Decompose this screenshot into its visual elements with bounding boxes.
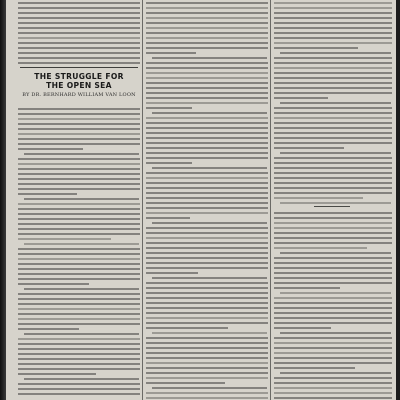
text-line — [146, 37, 268, 39]
text-line — [146, 7, 268, 9]
text-line — [18, 143, 140, 145]
column-1 — [18, 0, 140, 400]
text-line — [146, 282, 268, 284]
text-line — [18, 358, 140, 360]
text-line — [146, 367, 268, 369]
text-line — [146, 312, 268, 314]
text-line — [146, 347, 268, 349]
text-line — [146, 107, 192, 109]
text-line — [18, 17, 140, 19]
text-line — [18, 2, 140, 4]
text-line — [274, 342, 392, 344]
column-rule-1 — [142, 0, 143, 400]
text-line — [146, 17, 268, 19]
text-line — [18, 178, 140, 180]
text-line — [18, 47, 140, 49]
text-line — [146, 262, 268, 264]
text-line — [280, 52, 391, 54]
text-line — [274, 337, 392, 339]
text-line — [146, 377, 268, 379]
text-line — [18, 353, 140, 355]
text-line — [18, 173, 140, 175]
text-line — [146, 12, 268, 14]
text-line — [274, 67, 392, 69]
column-3-top-text — [274, 2, 392, 207]
section-divider-dash — [314, 206, 350, 207]
text-line — [152, 57, 267, 59]
column-2 — [146, 0, 268, 400]
text-line — [146, 287, 268, 289]
text-line — [18, 228, 140, 230]
text-line — [274, 117, 392, 119]
text-line — [146, 382, 225, 384]
text-line — [274, 387, 392, 389]
text-line — [274, 272, 392, 274]
text-line — [274, 257, 392, 259]
text-line — [18, 42, 140, 44]
text-line — [18, 57, 140, 59]
text-line — [274, 307, 392, 309]
text-line — [18, 298, 140, 300]
text-line — [18, 213, 140, 215]
text-line — [274, 17, 392, 19]
headline-line-2: THE OPEN SEA — [46, 81, 112, 90]
text-line — [18, 108, 140, 110]
text-line — [24, 153, 139, 155]
text-line — [274, 92, 392, 94]
text-line — [274, 77, 392, 79]
text-line — [274, 357, 392, 359]
text-line — [18, 278, 140, 280]
text-line — [274, 182, 392, 184]
text-line — [274, 167, 392, 169]
text-line — [18, 238, 111, 240]
text-line — [18, 223, 140, 225]
text-line — [274, 212, 392, 214]
text-line — [18, 233, 140, 235]
text-line — [274, 187, 392, 189]
text-line — [146, 237, 268, 239]
text-line — [274, 47, 358, 49]
text-line — [24, 198, 139, 200]
text-line — [146, 297, 268, 299]
text-line — [18, 388, 140, 390]
text-line — [18, 368, 140, 370]
text-line — [146, 302, 268, 304]
text-line — [18, 293, 140, 295]
text-line — [274, 7, 392, 9]
text-line — [274, 157, 392, 159]
text-line — [274, 287, 340, 289]
text-line — [146, 342, 268, 344]
text-line — [18, 208, 140, 210]
text-line — [146, 202, 268, 204]
text-line — [152, 112, 267, 114]
text-line — [18, 193, 77, 195]
text-line — [146, 187, 268, 189]
text-line — [146, 137, 268, 139]
text-line — [146, 102, 268, 104]
text-line — [146, 147, 268, 149]
text-line — [18, 163, 140, 165]
text-line — [146, 227, 268, 229]
text-line — [146, 172, 268, 174]
text-line — [18, 283, 89, 285]
text-line — [274, 247, 367, 249]
text-line — [274, 57, 392, 59]
text-line — [24, 243, 139, 245]
text-line — [18, 308, 140, 310]
text-line — [274, 72, 392, 74]
text-line — [152, 332, 267, 334]
text-line — [152, 222, 267, 224]
text-line — [146, 157, 268, 159]
text-line — [18, 268, 140, 270]
text-line — [146, 327, 228, 329]
text-line — [18, 32, 140, 34]
text-line — [18, 158, 140, 160]
text-line — [18, 138, 140, 140]
text-line — [280, 292, 391, 294]
text-line — [274, 27, 392, 29]
text-line — [274, 147, 344, 149]
section-divider — [20, 67, 138, 68]
text-line — [274, 352, 392, 354]
text-line — [274, 327, 331, 329]
text-line — [18, 27, 140, 29]
text-line — [18, 22, 140, 24]
text-line — [146, 197, 268, 199]
column-3 — [274, 0, 392, 400]
text-line — [152, 387, 267, 389]
text-line — [146, 162, 192, 164]
text-line — [146, 117, 268, 119]
text-line — [274, 122, 392, 124]
text-line — [18, 62, 140, 64]
text-line — [18, 52, 140, 54]
text-line — [146, 42, 268, 44]
text-line — [146, 247, 268, 249]
text-line — [146, 257, 268, 259]
text-line — [18, 263, 140, 265]
text-line — [146, 62, 268, 64]
text-line — [274, 297, 392, 299]
text-line — [274, 217, 392, 219]
text-line — [18, 303, 140, 305]
text-line — [18, 338, 140, 340]
text-line — [146, 362, 268, 364]
text-line — [274, 237, 392, 239]
text-line — [146, 252, 268, 254]
text-line — [18, 343, 140, 345]
text-line — [146, 152, 268, 154]
text-line — [274, 192, 392, 194]
text-line — [146, 72, 268, 74]
text-line — [274, 302, 392, 304]
text-line — [274, 242, 392, 244]
text-line — [18, 133, 140, 135]
text-line — [18, 188, 140, 190]
text-line — [280, 102, 391, 104]
text-line — [280, 252, 391, 254]
text-line — [146, 127, 268, 129]
text-line — [18, 253, 140, 255]
text-line — [274, 282, 392, 284]
text-line — [146, 32, 268, 34]
text-line — [146, 397, 268, 399]
text-line — [274, 227, 392, 229]
text-line — [274, 317, 392, 319]
text-line — [280, 332, 391, 334]
text-line — [18, 113, 140, 115]
text-line — [18, 123, 140, 125]
text-line — [274, 347, 392, 349]
text-line — [146, 267, 268, 269]
text-line — [274, 12, 392, 14]
text-line — [274, 87, 392, 89]
text-line — [274, 322, 392, 324]
text-line — [280, 202, 391, 204]
text-line — [274, 62, 392, 64]
column-2-text — [146, 2, 268, 400]
text-line — [152, 277, 267, 279]
text-line — [146, 77, 268, 79]
text-line — [274, 132, 392, 134]
text-line — [274, 177, 392, 179]
text-line — [274, 362, 392, 364]
text-line — [274, 392, 392, 394]
text-line — [24, 378, 139, 380]
text-line — [146, 307, 268, 309]
text-line — [18, 183, 140, 185]
text-line — [146, 217, 190, 219]
text-line — [18, 248, 140, 250]
text-line — [146, 392, 268, 394]
text-line — [274, 312, 392, 314]
text-line — [274, 232, 392, 234]
text-line — [146, 242, 268, 244]
text-line — [18, 273, 140, 275]
text-line — [18, 128, 140, 130]
text-line — [146, 2, 268, 4]
text-line — [146, 207, 268, 209]
text-line — [274, 277, 392, 279]
text-line — [146, 322, 268, 324]
text-line — [18, 348, 140, 350]
text-line — [18, 393, 140, 395]
column-3-bottom-text — [274, 212, 392, 400]
text-line — [146, 67, 268, 69]
text-line — [274, 222, 392, 224]
text-line — [274, 137, 392, 139]
text-line — [18, 168, 140, 170]
article-header — [18, 72, 140, 99]
text-line — [146, 92, 268, 94]
text-line — [280, 372, 391, 374]
text-line — [18, 7, 140, 9]
text-line — [18, 383, 140, 385]
text-line — [274, 112, 392, 114]
column-1-top-text — [18, 2, 140, 67]
headline-line-1: THE STRUGGLE FOR — [34, 72, 124, 81]
text-line — [146, 22, 268, 24]
text-line — [280, 152, 391, 154]
newspaper-page — [6, 0, 396, 400]
text-line — [146, 192, 268, 194]
text-line — [274, 2, 392, 4]
text-line — [18, 313, 140, 315]
text-line — [146, 27, 268, 29]
text-line — [18, 218, 140, 220]
text-line — [18, 258, 140, 260]
text-line — [274, 42, 392, 44]
text-line — [146, 52, 196, 54]
text-line — [274, 97, 328, 99]
column-rule-2 — [270, 0, 271, 400]
text-line — [274, 37, 392, 39]
text-line — [274, 197, 363, 199]
text-line — [18, 12, 140, 14]
text-line — [146, 122, 268, 124]
text-line — [146, 292, 268, 294]
text-line — [18, 328, 79, 330]
text-line — [274, 262, 392, 264]
text-line — [274, 267, 392, 269]
text-line — [24, 333, 139, 335]
text-line — [24, 288, 139, 290]
text-line — [18, 118, 140, 120]
text-line — [274, 172, 392, 174]
text-line — [274, 82, 392, 84]
text-line — [146, 317, 268, 319]
text-line — [146, 372, 268, 374]
text-line — [152, 167, 267, 169]
text-line — [274, 367, 355, 369]
text-line — [18, 323, 140, 325]
text-line — [18, 148, 83, 150]
byline: BY DR. BERNHARD WILLIAM VAN LOON — [22, 92, 136, 98]
text-line — [146, 142, 268, 144]
text-line — [274, 142, 392, 144]
text-line — [146, 212, 268, 214]
column-1-article-text — [18, 108, 140, 398]
text-line — [146, 232, 268, 234]
text-line — [146, 47, 268, 49]
text-line — [18, 373, 96, 375]
text-line — [146, 352, 268, 354]
text-line — [18, 37, 140, 39]
text-line — [274, 382, 392, 384]
text-line — [274, 22, 392, 24]
text-line — [18, 363, 140, 365]
text-line — [274, 397, 392, 399]
text-line — [146, 97, 268, 99]
text-line — [274, 377, 392, 379]
text-line — [146, 272, 198, 274]
text-line — [274, 127, 392, 129]
text-line — [146, 337, 268, 339]
text-line — [146, 87, 268, 89]
text-line — [146, 132, 268, 134]
text-line — [18, 203, 140, 205]
text-line — [146, 357, 268, 359]
text-line — [146, 182, 268, 184]
text-line — [274, 107, 392, 109]
text-line — [274, 162, 392, 164]
text-line — [146, 177, 268, 179]
text-line — [146, 82, 268, 84]
text-line — [274, 32, 392, 34]
text-line — [18, 318, 140, 320]
